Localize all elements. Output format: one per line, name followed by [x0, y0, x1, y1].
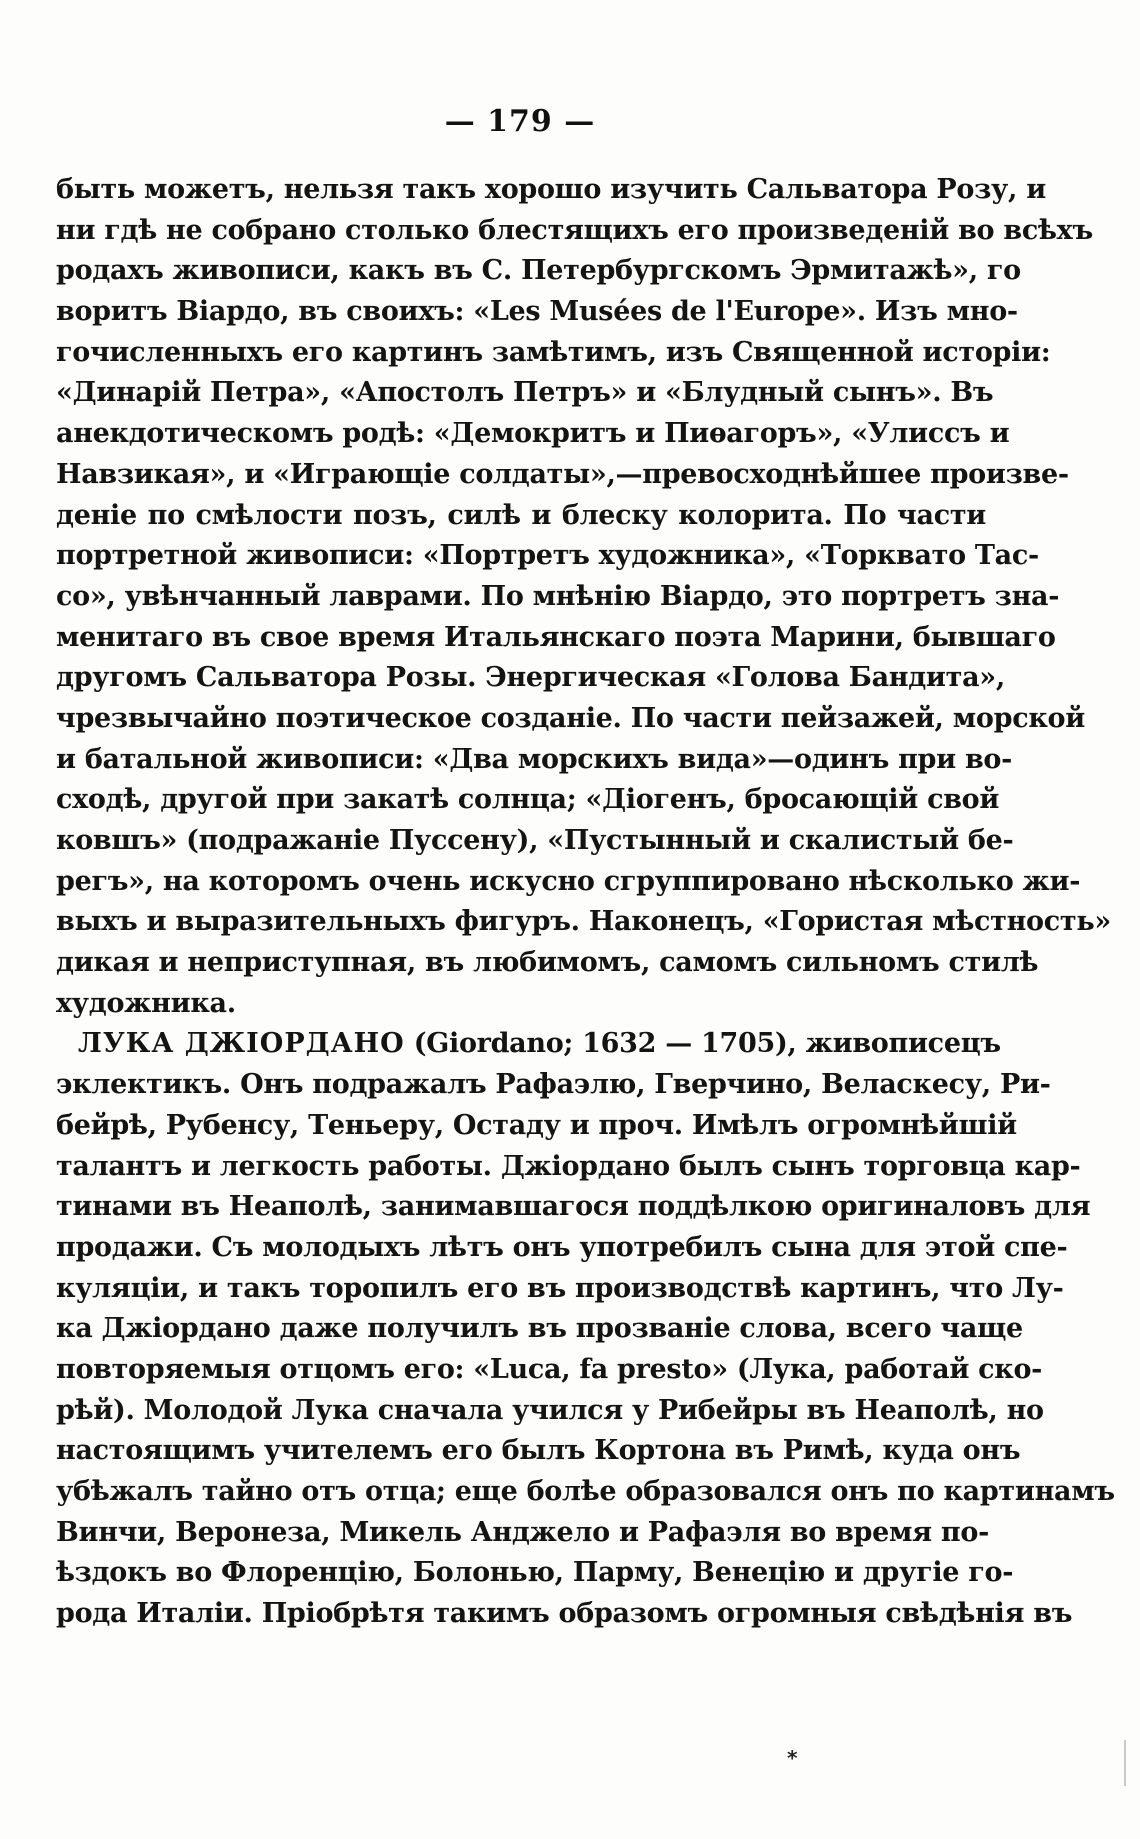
text-line: бейрѣ, Рубенсу, Теньеру, Остаду и проч. Имѣлъ огромнѣйшій	[56, 1109, 1017, 1141]
text-line: выхъ и выразительныхъ фигуръ. Наконецъ, «Гористая мѣстность»	[56, 906, 1111, 938]
text-line: художника.	[56, 987, 236, 1019]
text-line: Навзикая», и «Играющіе солдаты»,—превосходнѣйшее произве-	[56, 458, 1069, 490]
text-line: талантъ и легкость работы. Джіордано былъ сынъ торговца кар-	[56, 1150, 1081, 1182]
paragraph-salvator-rosa	[56, 170, 1111, 1024]
text-line: регъ», на которомъ очень искусно сгруппировано нѣсколько жи-	[56, 865, 1081, 897]
text-line: повторяемыя отцомъ его: «Luca, fa presto» (Лука, работай ско-	[56, 1353, 1043, 1385]
text-line: менитаго въ свое время Итальянскаго поэта Марини, бывшаго	[56, 621, 1056, 653]
text-line: портретной живописи: «Портретъ художника», «Торквато Тас-	[56, 540, 1039, 572]
text-line: быть можетъ, нельзя такъ хорошо изучить Сальватора Розу, и	[56, 174, 1046, 205]
text-line: со», увѣнчанный лаврами. По мнѣнію Віардо, это портретъ зна-	[56, 580, 1060, 612]
text-line: эклектикъ. Онъ подражалъ Рафаэлю, Гверчино, Веласкесу, Ри-	[56, 1069, 1051, 1101]
body-text	[56, 170, 1115, 1635]
text-line: Винчи, Веронеза, Микель Анджело и Рафаэля во время по-	[56, 1516, 989, 1548]
page-number: — 179 —	[444, 104, 596, 139]
text-line: дикая и неприступная, въ любимомъ, самомъ сильномъ стилѣ	[56, 947, 1039, 979]
text-line: убѣжалъ тайно отъ отца; еще болѣе образовался онъ по картинамъ	[56, 1476, 1115, 1507]
text-line: другомъ Сальватора Розы. Энергическая «Голова Бандита»,	[56, 662, 1005, 694]
text-line: тинами въ Неаполѣ, занимавшагося поддѣлкою оригиналовъ для	[56, 1191, 1091, 1223]
text-line: ни гдѣ не собрано столько блестящихъ его произведеній во всѣхъ	[56, 214, 1093, 246]
text-line: и батальной живописи: «Два морскихъ вида»—одинъ при во-	[56, 743, 1013, 775]
text-line: анекдотическомъ родѣ: «Демокритъ и Пиѳагоръ», «Улиссъ и	[56, 418, 1010, 450]
text-line: куляціи, и такъ торопилъ его въ производствѣ картинъ, что Лу-	[56, 1272, 1064, 1304]
text-line: сходѣ, другой при закатѣ солнца; «Діогенъ, бросающій свой	[56, 784, 1000, 816]
text-line: настоящимъ учителемъ его былъ Кортона въ Римѣ, куда онъ	[56, 1435, 1021, 1467]
printer-mark: *	[787, 1746, 798, 1770]
text-line: рода Италіи. Пріобрѣтя такимъ образомъ огромныя свѣдѣнія въ	[56, 1598, 1073, 1630]
text-line: ковшъ» (подражаніе Пуссену), «Пустынный и скалистый бе-	[56, 825, 1014, 856]
entry-heading-continuation: (Giordano; 1632 — 1705), живописецъ	[413, 1028, 1001, 1060]
text-line: рѣй). Молодой Лука сначала учился у Рибейры въ Неаполѣ, но	[56, 1394, 1044, 1426]
entry-heading: ЛУКА ДЖІОРДАНО	[78, 1028, 405, 1060]
text-line: родахъ живописи, какъ въ С. Петербургскомъ Эрмитажѣ», го	[56, 255, 1021, 287]
text-line: чрезвычайно поэтическое созданіе. По части пейзажей, морской	[56, 702, 1085, 734]
text-line: воритъ Віардо, въ своихъ: «Les Musées de l'Europe». Изъ мно-	[56, 296, 1018, 328]
text-line: продажи. Съ молодыхъ лѣтъ онъ употребилъ сына для этой спе-	[56, 1231, 1068, 1263]
paragraph-luca-giordano	[56, 1024, 1115, 1634]
text-line: гочисленныхъ его картинъ замѣтимъ, изъ Священной исторіи:	[56, 336, 1051, 368]
text-line: «Динарій Петра», «Апостолъ Петръ» и «Блудный сынъ». Въ	[56, 377, 994, 409]
page-edge-shadow	[1124, 1740, 1126, 1786]
text-line: деніе по смѣлости позъ, силѣ и блеску колорита. По части	[56, 499, 986, 531]
text-line-first	[56, 1024, 1001, 1065]
text-line: ѣздокъ во Флоренцію, Болонью, Парму, Венецію и другіе го-	[56, 1557, 1014, 1589]
text-line: ка Джіордано даже получилъ въ прозваніе слова, всего чаще	[56, 1313, 1023, 1345]
